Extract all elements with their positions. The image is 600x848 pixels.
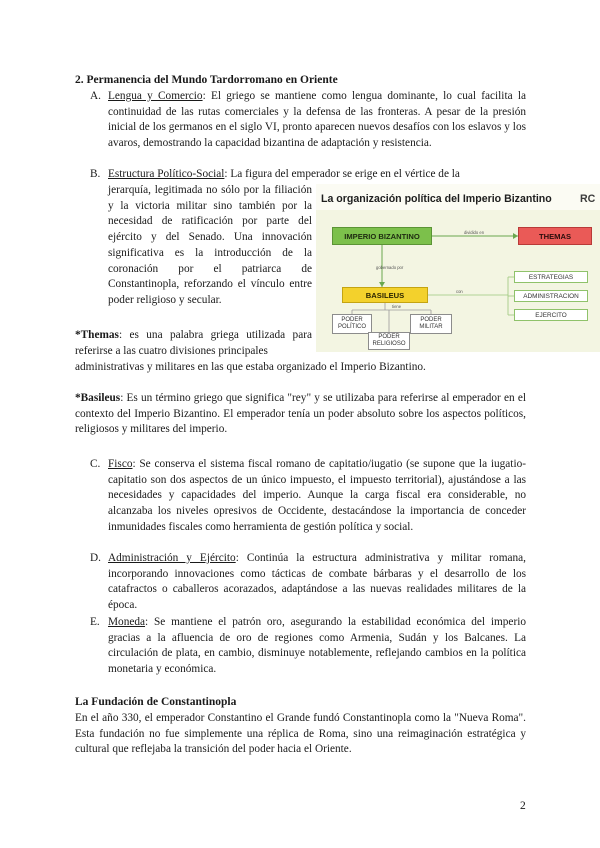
themas-wrap-text: : es una palabra griega utilizada para referirse a las cuatro divisiones principales <box>75 329 312 357</box>
diagram-canvas <box>316 210 600 352</box>
node-ejercito: EJERCITO <box>514 309 588 321</box>
item-b-text-line1: : La figura del emperador se erige en el vértice de la <box>224 168 460 180</box>
diagram-title-cut: RC <box>580 193 596 205</box>
item-marker-d: D. <box>90 552 101 564</box>
node-poder-religioso <box>368 332 410 350</box>
node-themas: THEMAS <box>518 227 592 245</box>
basileus-text: : Es un término griego que significa "rey" y se utilizaba para referirse al emperador en el contexto del Imperio Bizantino. El emperador tenía un poder absoluto sobre los aspectos políticos, religiosos y militares del imperio. <box>75 392 526 436</box>
item-b-first-line <box>108 167 526 183</box>
node-poder-politico-line2: POLÍTICO <box>337 324 366 330</box>
organization-diagram <box>316 184 600 352</box>
item-d-label: Administración y Ejército <box>108 552 236 564</box>
node-poder-religioso-line2: RELIGIOSO <box>372 341 406 347</box>
node-poder-religioso-line1: PODER <box>378 334 400 340</box>
label-has: tiene <box>392 304 402 309</box>
diagram-title <box>316 190 600 208</box>
subsection-paragraph: En el año 330, el emperador Constantino el Grande fundó Constantinopla como la "Nueva Roma". Esta fundación no fue simplemente una réplica de Roma, sino una reimaginación estratégica y cultural que reflejaba la transición del poder hacia el Oriente. <box>75 712 526 756</box>
node-poder-politico-line1: PODER <box>341 317 363 323</box>
item-d-paragraph <box>108 551 526 614</box>
item-a-text: : El griego se mantiene como lengua dominante, lo cual facilita la continuidad de las rutas comerciales y la defensa de las fronteras. A pesar de la presión inicial de los germanos en el siglo VI, pronto aparecen nuevos desafíos con los eslavos y los avaros, demostrando la capacidad bizantina de adaptación y resistencia. <box>108 90 526 150</box>
node-estrategias: ESTRATEGIAS <box>514 271 588 283</box>
item-b-wrap-text: jerarquía, legitimada no sólo por la filiación y la victoria militar sino también por la necesidad de ratificación por parte del ejército y del Senado. Una innovación significativa es la introducción de la coronación por el patriarca de Constantinopla, reforzando el vínculo entre poder religioso y secular. <box>108 184 312 306</box>
diagram-title-text: La organización política del Imperio Bizantino <box>321 193 552 205</box>
label-governed-by: gobernado por <box>376 265 404 270</box>
item-c-paragraph <box>108 457 526 536</box>
item-d-text: : Continúa la estructura administrativa y militar romana, incorporando innovaciones como tácticas de combate bárbaras y el desarrollo de los catafractos o caballeros acorazados, adaptándose a las nuevas realidades militares de la época. <box>108 552 526 612</box>
item-e-label: Moneda <box>108 616 146 628</box>
item-a-paragraph <box>108 89 526 152</box>
subsection-title: La Fundación de Constantinopla <box>75 696 237 708</box>
basileus-term: *Basileus <box>75 392 121 404</box>
basileus-note <box>75 391 526 438</box>
node-poder-militar-line2: MILITAR <box>419 324 443 330</box>
themas-note-continued: administrativas y militares en las que estaba organizado el Imperio Bizantino. <box>75 361 426 373</box>
node-basileus: BASILEUS <box>342 287 428 303</box>
item-marker-c: C. <box>90 458 101 470</box>
item-e-paragraph <box>108 615 526 678</box>
item-marker-a: A. <box>90 90 101 102</box>
themas-term: *Themas <box>75 329 119 341</box>
themas-note <box>75 328 312 359</box>
item-b-label: Estructura Político-Social <box>108 168 225 180</box>
item-e-text: : Se mantiene el patrón oro, asegurando la estabilidad económica del imperio gracias a la afluencia de oro de regiones como Armenia, Sudán y los Balcanes. La circulación de plata, en cambio, disminuye notablemente, reflejando cambios en la política monetaria y económica. <box>108 616 526 676</box>
item-c-label: Fisco <box>108 458 133 470</box>
item-marker-b: B. <box>90 168 101 180</box>
label-divided-in: dividido en <box>464 230 485 235</box>
node-poder-politico <box>332 314 372 334</box>
page-number: 2 <box>520 800 526 812</box>
node-poder-militar <box>410 314 452 334</box>
item-marker-e: E. <box>90 616 100 628</box>
node-poder-militar-line1: PODER <box>420 317 442 323</box>
item-a-label: Lengua y Comercio <box>108 90 203 102</box>
label-with: con <box>456 289 463 294</box>
node-imperio-bizantino: IMPERIO BIZANTINO <box>332 227 432 245</box>
node-administracion: ADMINISTRACION <box>514 290 588 302</box>
item-c-text: : Se conserva el sistema fiscal romano de capitatio/iugatio (se supone que la iugatio-capitatio son dos aspectos de un único impuesto, el impuesto territorial), ajustándose a las necesidades y capacidades del imperio. Aunque la carga fiscal era considerable, no alcanzaba los niveles opresivos de Occidente, destacándose la importancia de conceder inmunidades fiscales como herramienta de gestión política y social. <box>108 458 526 533</box>
section-title: 2. Permanencia del Mundo Tardorromano en Oriente <box>75 74 338 86</box>
